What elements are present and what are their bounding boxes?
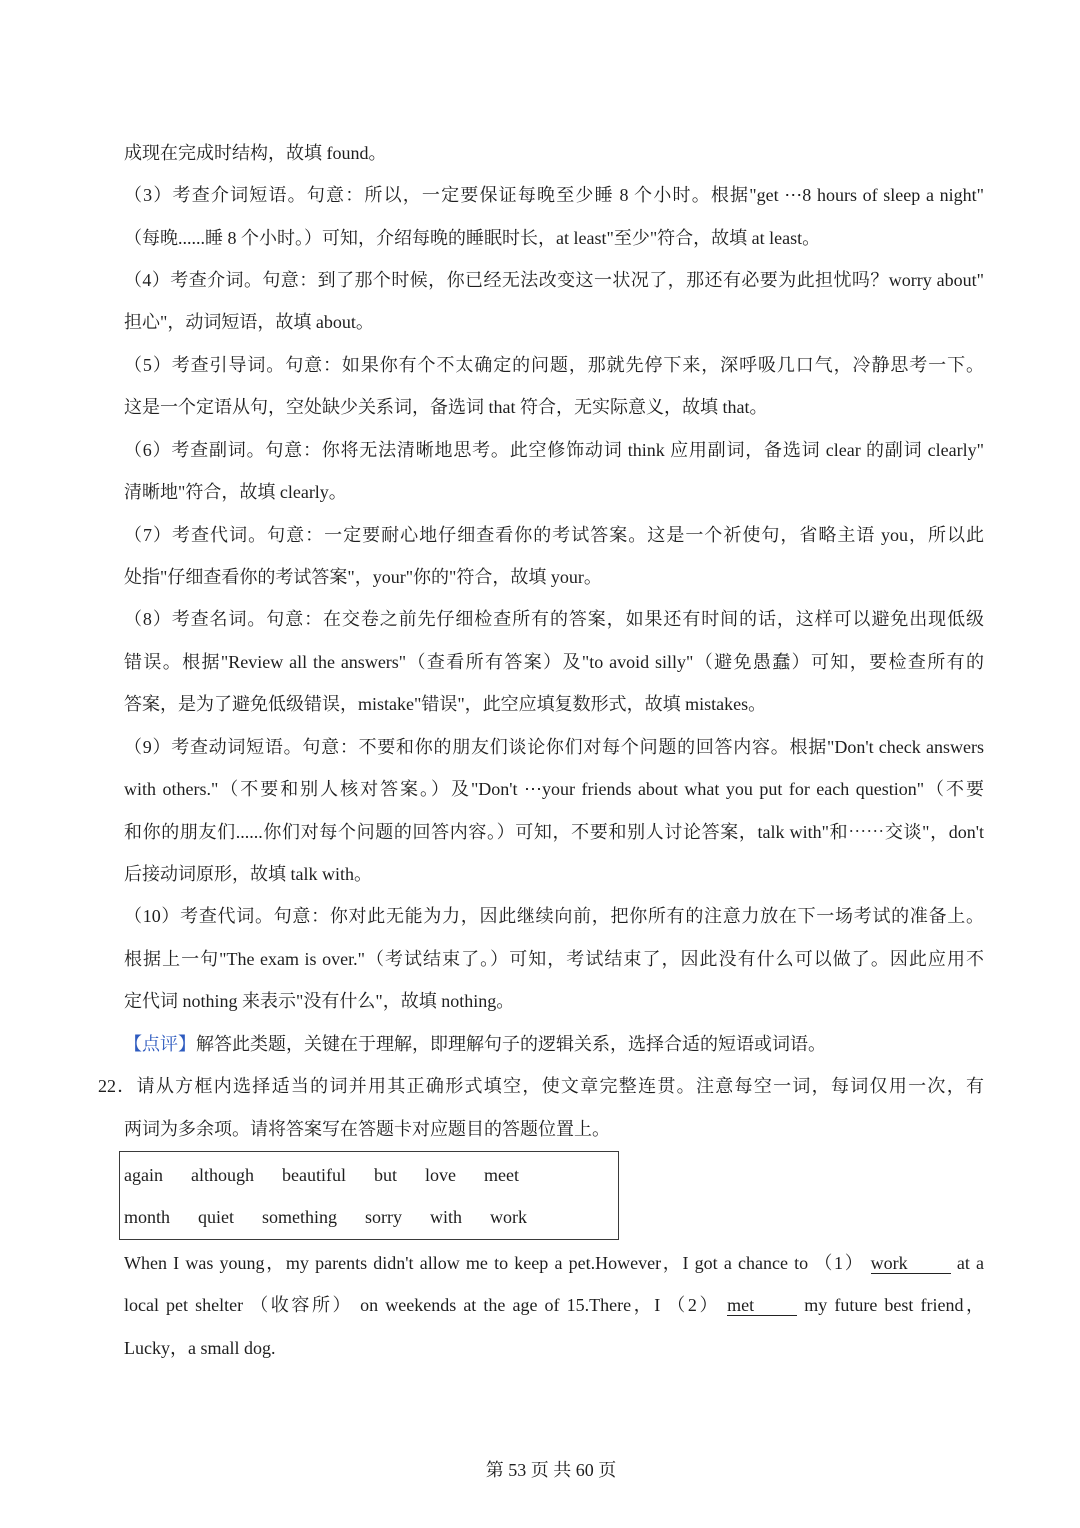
comment-line [124,1023,984,1065]
word-bank-item: meet [483,1165,519,1185]
question-instruction-line-1 [98,1065,984,1107]
analysis-line-20: 根据上一句"The exam is over."（考试结束了。）可知，考试结束了，因此没有什么可以做了。因此应用不 [124,948,984,969]
answer-blank-1: work [871,1253,951,1274]
comment-tag: 【点评】 [124,1033,196,1054]
analysis-line-19: （10）考查代词。句意：你对此无能为力，因此继续向前，把你所有的注意力放在下一场考试的准备上。 [124,906,984,927]
word-bank-item: sorry [365,1207,403,1228]
analysis-line-9: 清晰地"符合，故填 clearly。 [124,482,347,503]
analysis-line-2: （3）考查介词短语。句意：所以，一定要保证每晚至少睡 8 个小时。根据"get ⋯8 hours of sleep a night" [124,185,984,206]
analysis-line-16: with others."（不要和别人核对答案。）及"Don't ⋯your friends about what you put for each question"（不要 [124,779,984,800]
analysis-line-21: 定代词 nothing 来表示"没有什么"，故填 nothing。 [124,991,515,1012]
analysis-line-15: （9）考查动词短语。句意：不要和你的朋友们谈论你们对每个问题的回答内容。根据"Don't check answers [124,736,984,757]
passage-text: local pet shelter （收容所） on weekends at the age of 15.There，I （2） [124,1295,721,1316]
analysis-line-12: （8）考查名词。句意：在交卷之前先仔细检查所有的答案，如果还有时间的话，这样可以避免出现低级 [124,609,984,630]
analysis-line-17: 和你的朋友们......你们对每个问题的回答内容。）可知，不要和别人讨论答案，talk with"和⋯⋯交谈"，don't [124,821,984,842]
passage-text: my future best friend， [804,1295,985,1316]
comment-text: 解答此类题，关键在于理解，即理解句子的逻辑关系，选择合适的短语或词语。 [196,1033,826,1054]
analysis-line-6: （5）考查引导词。句意：如果你有个不太确定的问题，那就先停下来，深呼吸几口气，冷静思考一下。 [124,354,984,375]
analysis-line-4: （4）考查介词。句意：到了那个时候，你已经无法改变这一状况了，那还有必要为此担忧吗？worry about" [124,270,984,291]
passage-text: When I was young，my parents didn't allow me to keep a pet.However，I got a chance to （1） [124,1252,865,1273]
passage-line-3: Lucky，a small dog. [124,1337,276,1358]
analysis-line-11: 处指"仔细查看你的考试答案"，your"你的"符合，故填 your。 [124,567,602,588]
word-bank-item: love [424,1165,456,1185]
word-bank-item: with [430,1207,463,1228]
passage-line-1 [124,1242,984,1284]
word-bank-item: something [262,1207,338,1228]
passage-text: at a [956,1252,985,1273]
analysis-line-8: （6）考查副词。句意：你将无法清晰地思考。此空修饰动词 think 应用副词，备选词 clear 的副词 clearly" [124,439,984,460]
question-number: 22． [98,1076,137,1097]
word-bank-item: month [124,1207,171,1228]
analysis-line-1: 成现在完成时结构，故填 found。 [124,142,387,163]
word-bank-row-1 [124,1154,618,1196]
word-bank-row-2 [124,1196,618,1238]
answer-blank-2: met [727,1295,797,1316]
word-bank-item: but [373,1165,397,1185]
analysis-line-5: 担心"，动词短语，故填 about。 [124,312,374,333]
analysis-line-3: （每晚......睡 8 个小时。）可知，介绍每晚的睡眠时长，at least"至少"符合，故填 at least。 [124,227,821,248]
word-bank-box [119,1151,619,1240]
analysis-line-14: 答案，是为了避免低级错误，mistake"错误"，此空应填复数形式，故填 mistakes。 [124,694,767,715]
word-bank-item: again [124,1165,163,1185]
passage-line-2 [124,1284,984,1326]
word-bank-item: although [190,1165,254,1185]
word-bank-item: quiet [198,1207,235,1228]
word-bank-item: beautiful [281,1165,346,1185]
analysis-line-7: 这是一个定语从句，空处缺少关系词，备选词 that 符合，无实际意义，故填 that。 [124,397,768,418]
answer-analysis [98,132,984,1150]
page-number-footer: 第 53 页 共 60 页 [485,1460,617,1480]
word-bank-item: work [490,1207,528,1228]
cloze-passage [124,1242,984,1369]
question-instruction-text-1: 请从方框内选择适当的词并用其正确形式填空，使文章完整连贯。注意每空一词，每词仅用一次，有 [136,1076,984,1097]
analysis-line-10: （7）考查代词。句意：一定要耐心地仔细查看你的考试答案。这是一个祈使句，省略主语 you，所以此 [124,524,984,545]
question-instruction-line-2: 两词为多余项。请将答案写在答题卡对应题目的答题位置上。 [124,1118,610,1139]
analysis-line-13: 错误。根据"Review all the answers"（查看所有答案）及"to avoid silly"（避免愚蠢）可知，要检查所有的 [124,651,984,672]
analysis-line-18: 后接动词原形，故填 talk with。 [124,863,372,884]
